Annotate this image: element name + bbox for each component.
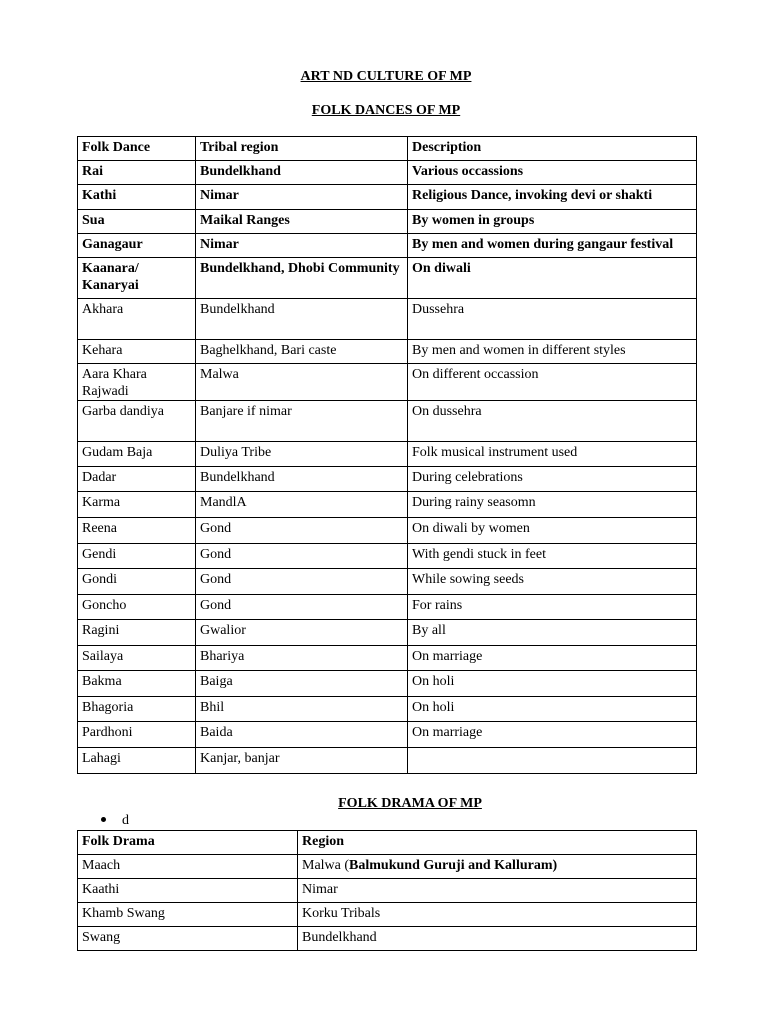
folk-dance-cell: Gudam Baja [78, 442, 196, 467]
tribal-region-cell: Bundelkhand, Dhobi Community [196, 258, 408, 299]
table-row [78, 401, 697, 442]
region-text: Korku Tribals [302, 906, 381, 921]
table-row [78, 569, 697, 595]
table-row [78, 299, 697, 340]
table-row [78, 234, 697, 258]
tribal-region-cell: Gwalior [196, 620, 408, 646]
folk-dance-cell: Kaanara/ Kanaryai [78, 258, 196, 299]
folk-dances-heading: FOLK DANCES OF MP [311, 103, 461, 118]
tribal-region-cell: Bundelkhand [196, 299, 408, 340]
folk-drama-cell: Maach [78, 855, 298, 879]
table-row [78, 722, 697, 748]
table-row [78, 210, 697, 234]
page-title: ART ND CULTURE OF MP [300, 69, 472, 84]
folk-dance-cell: Bhagoria [78, 697, 196, 722]
folk-dance-cell: Sua [78, 210, 196, 234]
description-cell: On dussehra [408, 401, 697, 442]
region-note: Balmukund Guruji and Kalluram) [349, 858, 558, 873]
table-row [78, 903, 697, 927]
column-header-tribal-region: Tribal region [196, 137, 408, 161]
description-cell: Religious Dance, invoking devi or shakti [408, 185, 697, 210]
table-row [78, 258, 697, 299]
folk-dance-cell: Pardhoni [78, 722, 196, 748]
description-cell: For rains [408, 595, 697, 620]
description-cell: By women in groups [408, 210, 697, 234]
folk-dance-cell: Sailaya [78, 646, 196, 671]
tribal-region-cell: Kanjar, banjar [196, 748, 408, 774]
folk-dance-cell: Kathi [78, 185, 196, 210]
tribal-region-cell: Maikal Ranges [196, 210, 408, 234]
tribal-region-cell: Malwa [196, 364, 408, 401]
column-header-folk-drama: Folk Drama [78, 831, 298, 855]
tribal-region-cell: Gond [196, 544, 408, 569]
folk-drama-table-body [78, 831, 697, 951]
table-header-row [78, 137, 697, 161]
table-row [78, 748, 697, 774]
column-header-folk-dance: Folk Dance [78, 137, 196, 161]
region-cell [298, 855, 697, 879]
folk-drama-cell: Khamb Swang [78, 903, 298, 927]
description-cell: During rainy seasomn [408, 492, 697, 518]
folk-dance-cell: Gondi [78, 569, 196, 595]
folk-dance-cell: Gendi [78, 544, 196, 569]
folk-dance-cell: Lahagi [78, 748, 196, 774]
folk-dance-cell: Reena [78, 518, 196, 544]
folk-dance-cell: Bakma [78, 671, 196, 697]
table-row [78, 467, 697, 492]
folk-dance-cell: Garba dandiya [78, 401, 196, 442]
tribal-region-cell: Baida [196, 722, 408, 748]
table-row [78, 518, 697, 544]
table-row [78, 671, 697, 697]
description-cell: By men and women during gangaur festival [408, 234, 697, 258]
tribal-region-cell: Baiga [196, 671, 408, 697]
description-cell: By all [408, 620, 697, 646]
region-text: Malwa ( [302, 858, 350, 873]
tribal-region-cell: Bundelkhand [196, 467, 408, 492]
tribal-region-cell: Bundelkhand [196, 161, 408, 185]
table-row [78, 185, 697, 210]
description-cell: During celebrations [408, 467, 697, 492]
table-row [78, 442, 697, 467]
table-row [78, 544, 697, 569]
bullet-list-item [101, 813, 129, 829]
table-row [78, 364, 697, 401]
column-header-description: Description [408, 137, 697, 161]
region-cell [298, 879, 697, 903]
tribal-region-cell: Gond [196, 518, 408, 544]
description-cell: On diwali by women [408, 518, 697, 544]
folk-dance-cell: Rai [78, 161, 196, 185]
folk-dances-table-body [78, 137, 697, 774]
tribal-region-cell: MandlA [196, 492, 408, 518]
folk-drama-table [77, 830, 697, 951]
table-row [78, 879, 697, 903]
description-cell: On marriage [408, 722, 697, 748]
tribal-region-cell: Duliya Tribe [196, 442, 408, 467]
region-text: Nimar [302, 882, 338, 897]
description-cell: On different occassion [408, 364, 697, 401]
description-cell: On holi [408, 671, 697, 697]
description-cell: On marriage [408, 646, 697, 671]
table-row [78, 595, 697, 620]
folk-dance-cell: Dadar [78, 467, 196, 492]
folk-dance-cell: Kehara [78, 340, 196, 364]
folk-dance-cell: Goncho [78, 595, 196, 620]
table-row [78, 620, 697, 646]
table-header-row [78, 831, 697, 855]
folk-dance-cell: Karma [78, 492, 196, 518]
description-cell: With gendi stuck in feet [408, 544, 697, 569]
tribal-region-cell: Bhariya [196, 646, 408, 671]
description-cell: Various occassions [408, 161, 697, 185]
folk-dance-cell: Ganagaur [78, 234, 196, 258]
tribal-region-cell: Banjare if nimar [196, 401, 408, 442]
table-row [78, 492, 697, 518]
region-cell [298, 927, 697, 951]
folk-drama-cell: Kaathi [78, 879, 298, 903]
column-header-region: Region [298, 831, 697, 855]
description-cell: Folk musical instrument used [408, 442, 697, 467]
description-cell: By men and women in different styles [408, 340, 697, 364]
table-row [78, 697, 697, 722]
bullet-text: d [122, 813, 129, 828]
description-cell: Dussehra [408, 299, 697, 340]
folk-dance-cell: Akhara [78, 299, 196, 340]
folk-drama-heading: FOLK DRAMA OF MP [338, 796, 482, 811]
table-row [78, 927, 697, 951]
region-text: Bundelkhand [302, 930, 377, 945]
table-row [78, 646, 697, 671]
tribal-region-cell: Baghelkhand, Bari caste [196, 340, 408, 364]
table-row [78, 340, 697, 364]
description-cell: On diwali [408, 258, 697, 299]
tribal-region-cell: Nimar [196, 234, 408, 258]
folk-dance-cell: Ragini [78, 620, 196, 646]
region-cell [298, 903, 697, 927]
folk-drama-cell: Swang [78, 927, 298, 951]
table-row [78, 161, 697, 185]
table-row [78, 855, 697, 879]
description-cell: On holi [408, 697, 697, 722]
description-cell: While sowing seeds [408, 569, 697, 595]
tribal-region-cell: Bhil [196, 697, 408, 722]
tribal-region-cell: Nimar [196, 185, 408, 210]
folk-dance-cell: Aara Khara Rajwadi [78, 364, 196, 401]
description-cell [408, 748, 697, 774]
tribal-region-cell: Gond [196, 569, 408, 595]
tribal-region-cell: Gond [196, 595, 408, 620]
folk-dances-table [77, 136, 697, 774]
bullet-icon [101, 817, 106, 822]
